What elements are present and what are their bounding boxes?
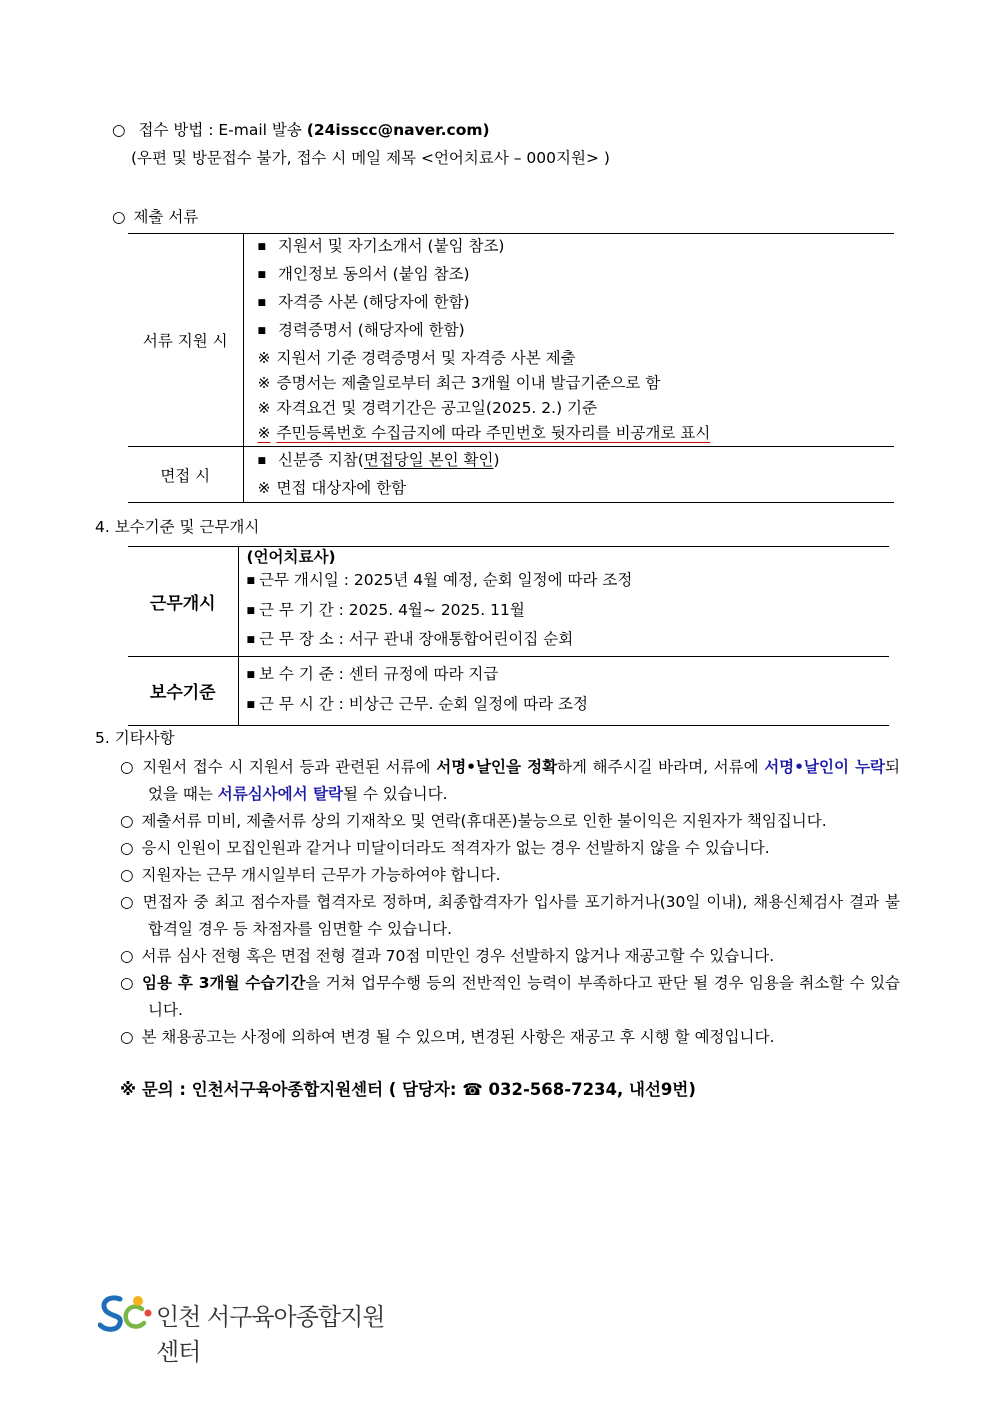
item1-bold-b: 서명•날인을 정확 xyxy=(436,758,558,776)
list-item: ■ 경력증명서 (해당자에 한함) xyxy=(258,318,895,346)
list-item: ■ 근 무 시 간 : 비상근 근무. 순회 일정에 따라 조정 xyxy=(247,691,890,721)
note-item-underlined: ※ 주민등록번호 수집금지에 따라 주민번호 뒷자리를 비공개로 표시 xyxy=(258,421,895,446)
item8-text: 본 채용공고는 사정에 의하여 변경 될 수 있으며, 변경된 사항은 재공고 후 시행 할 예정입니다. xyxy=(141,1028,775,1046)
list-item xyxy=(120,808,900,835)
receipt-method-label: 접수 방법 : E-mail 발송 xyxy=(138,121,302,139)
work-start-row xyxy=(128,547,889,657)
documents-row-label: 면접 시 xyxy=(128,447,243,503)
section5-heading: 5. 기타사항 xyxy=(95,729,175,747)
pay-label: 보수기준 xyxy=(128,656,238,725)
note-item: ※ 면접 대상자에 한함 xyxy=(258,476,895,501)
item3-text: 응시 인원이 모집인원과 같거나 미달이더라도 적격자가 없는 경우 선발하지 않을 수 있습니다. xyxy=(141,839,770,857)
work-start-content xyxy=(238,547,889,657)
work-start-label: 근무개시 xyxy=(128,547,238,657)
list-item: ■ 자격증 사본 (해당자에 한함) xyxy=(258,290,895,318)
logo-mark-icon xyxy=(98,1291,154,1335)
id-card-suffix: ) xyxy=(493,451,500,469)
id-check-underlined: 면접당일 본인 확인 xyxy=(363,451,494,469)
list-item xyxy=(120,943,900,970)
receipt-note: (우편 및 방문접수 불가, 접수 시 메일 제목 <언어치료사 – 000지원> ) xyxy=(131,149,610,167)
list-item xyxy=(120,889,900,943)
list-item xyxy=(120,1024,900,1051)
note-item: ※ 자격요건 및 경력기간은 공고일(2025. 2.) 기준 xyxy=(258,396,895,421)
receipt-email: (24isscc@naver.com) xyxy=(306,121,490,139)
list-item: ■ 근무 개시일 : 2025년 4월 예정, 순회 일정에 따라 조정 xyxy=(247,567,890,597)
item6-text: 서류 심사 전형 혹은 면접 전형 결과 70점 미만인 경우 선발하지 않거나 재공고할 수 있습니다. xyxy=(141,947,775,965)
documents-row-content xyxy=(243,234,894,447)
list-item xyxy=(258,448,895,476)
note-item: ※ 지원서 기준 경력증명서 및 자격증 사본 제출 xyxy=(258,346,895,371)
center-logo xyxy=(98,1291,398,1366)
list-item: ■ 근 무 장 소 : 서구 관내 장애통합어린이집 순회 xyxy=(247,626,890,656)
item5-text: 면접자 중 최고 점수자를 협격자로 정하며, 최종합격자가 입사를 포기하거나(30일 이내), 채용신체검사 결과 불합격일 경우 등 차점자를 임면할 수 있습니다. xyxy=(142,893,900,938)
list-item xyxy=(120,970,900,1024)
list-item: ■ 지원서 및 자기소개서 (붙임 참조) xyxy=(258,234,895,262)
section4-table xyxy=(128,546,889,726)
logo-text: 인천 서구육아종합지원센터 xyxy=(156,1303,385,1366)
item7-bold-a: 임용 후 3개월 수습기간 xyxy=(142,974,306,992)
item4-text: 지원자는 근무 개시일부터 근무가 가능하여야 합니다. xyxy=(141,866,501,884)
documents-row-application xyxy=(128,234,894,447)
note-item: ※ 증명서는 제출일로부터 최근 3개월 이내 발급기준으로 함 xyxy=(258,371,895,396)
receipt-method-line xyxy=(112,118,490,140)
list-item xyxy=(120,754,900,808)
list-item: ■ 근 무 기 간 : 2025. 4월~ 2025. 11월 xyxy=(247,597,890,627)
documents-row-content xyxy=(243,447,894,503)
section4-heading: 4. 보수기준 및 근무개시 xyxy=(95,518,260,536)
job-title: (언어치료사) xyxy=(246,548,336,566)
documents-heading-text: 제출 서류 xyxy=(133,208,199,226)
item1-text-a: 지원서 접수 시 지원서 등과 관련된 서류에 xyxy=(142,758,437,776)
item1-text-e: 되었을 때는 xyxy=(148,758,900,803)
list-item: ■ 개인정보 동의서 (붙임 참조) xyxy=(258,262,895,290)
list-item xyxy=(120,862,900,889)
item1-blue-d: 서명•날인이 누락 xyxy=(764,758,886,776)
item1-blue-f: 서류심사에서 탈락 xyxy=(217,785,343,803)
item1-text-c: 하게 해주시길 바라며, 서류에 xyxy=(557,758,765,776)
item2-text: 제출서류 미비, 제출서류 상의 기재착오 및 연락(휴대폰)불능으로 인한 불이익은 지원자가 책임집니다. xyxy=(141,812,827,830)
list-item: ■ 보 수 기 준 : 센터 규정에 따라 지급 xyxy=(247,661,890,691)
section5-list xyxy=(120,754,900,1051)
item1-text-g: 될 수 있습니다. xyxy=(342,785,448,803)
list-item xyxy=(120,835,900,862)
contact-line: ※ 문의 : 인천서구육아종합지원센터 ( 담당자: ☎ 032-568-7234, 내선9번) xyxy=(120,1080,696,1099)
documents-row-interview xyxy=(128,447,894,503)
item7-text-b: 을 거쳐 업무수행 등의 전반적인 능력이 부족하다고 판단 될 경우 임용을 취소할 수 있습니다. xyxy=(148,974,901,1019)
pay-content xyxy=(238,656,889,725)
documents-row-label: 서류 지원 시 xyxy=(128,234,243,447)
id-card-text: 신분증 지참( xyxy=(278,451,364,469)
documents-heading xyxy=(112,205,198,227)
pay-row xyxy=(128,656,889,725)
documents-table xyxy=(128,233,894,503)
